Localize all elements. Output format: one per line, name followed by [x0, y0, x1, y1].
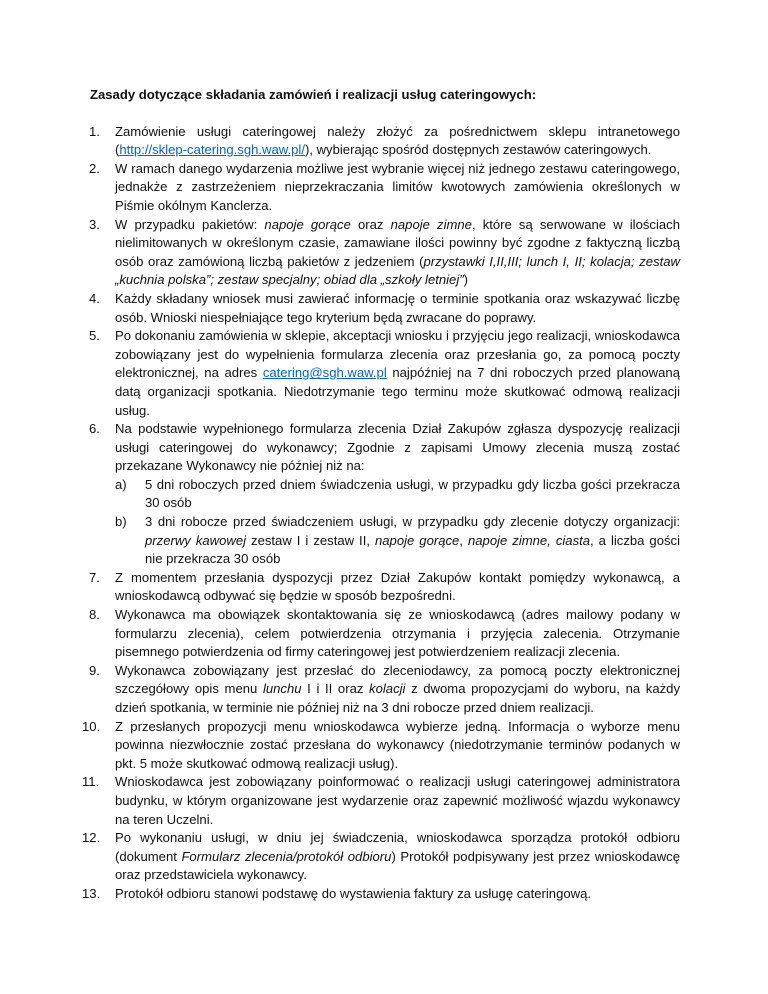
text-run: Wykonawca zobowiązany jest przesłać do zleceniodawcy, za pomocą poczty elektronicznej szczegółowy opis menu	[115, 662, 680, 697]
sub-item-text	[145, 477, 680, 511]
text-run: , a liczba gości nie przekracza 30 osób	[145, 532, 680, 567]
rule-number: 7.	[89, 569, 100, 585]
rule-item	[90, 160, 680, 216]
rule-item	[82, 885, 680, 904]
rule-text	[115, 124, 680, 158]
sub-item-text	[145, 514, 680, 566]
rule-number: 8.	[89, 607, 100, 623]
italic-text: napoje zimne, ciasta	[467, 532, 591, 548]
text-run: Z momentem przesłania dyspozycji przez Dział Zakupów kontakt pomiędzy wykonawcą, a wnioskodawcą odbywać się będzie w sposób bezpośredni.	[115, 569, 680, 604]
text-run: Na podstawie wypełnionego formularza zlecenia Dział Zakupów zgłasza dyspozycję realizacji usługi cateringowej do wykonawcy; Zgodnie z zapisami Umowy zlecenia muszą zostać przekazane Wykonawcy nie później niż na:	[115, 421, 680, 474]
text-run: Z przesłanych propozycji menu wnioskodawca wybierze jedną. Informacja o wyborze menu powinna niezwłocznie zostać przesłana do wykonawcy (niedotrzymanie terminów podanych w pkt. 5 może skutkować odmową realizacji usług).	[115, 718, 680, 771]
rule-text	[115, 421, 680, 473]
sub-item-letter: a)	[115, 476, 127, 492]
text-run: Wnioskodawca jest zobowiązany poinformować o realizacji usługi cateringowej administratora budynku, w którym organizowane jest wydarzenie oraz zapewnić możliwość wjazdu wykonawcy na teren Uczelni.	[115, 774, 680, 827]
rules-list	[82, 123, 681, 904]
rule-number: 13.	[82, 885, 101, 901]
text-run: 3 dni robocze przed świadczeniem usługi, w przypadku gdy zlecenie dotyczy organizacji:	[145, 514, 680, 530]
italic-text: Formularz zlecenia/protokół odbioru	[181, 848, 392, 864]
rule-text	[115, 774, 680, 826]
italic-text: lunchu	[262, 681, 302, 697]
rule-number: 2.	[89, 160, 100, 176]
hyperlink[interactable]: catering@sgh.waw.pl	[262, 365, 387, 381]
text-run: Po wykonaniu usługi, w dniu jej świadczenia, wnioskodawca sporządza protokół odbioru (dokument	[115, 830, 680, 864]
sub-item	[115, 476, 680, 513]
rule-number: 5.	[89, 328, 100, 344]
text-run: W ramach danego wydarzenia możliwe jest wybranie więcej niż jednego zestawu cateringowego, jednakże z zastrzeżeniem nieprzekraczania limitów kwotowych zamówienia określonych w Piśmie okólnym Kanclerza.	[115, 160, 680, 213]
rule-item	[82, 773, 680, 829]
rule-text	[115, 719, 680, 771]
text-run: z dwoma propozycjami do wyboru, na każdy dzień spotkania, w terminie nie później niż na 3 dni robocze przed dniem realizacji.	[115, 681, 681, 715]
text-run: zestaw I i zestaw II,	[246, 532, 375, 548]
rule-text	[115, 161, 680, 213]
text-run: I i II oraz	[301, 681, 370, 697]
rule-item	[82, 718, 680, 774]
text-run: Wykonawca ma obowiązek skontaktowania się ze wnioskodawcą (adres mailowy podany w formularzu zlecenia), celem potwierdzenia otrzymania i przyjęcia zalecenia. Otrzymanie pisemnego potwierdzenia od firmy cateringowej jest potwierdzeniem realizacji zlecenia.	[115, 607, 680, 660]
text-run: Zamówienie usługi cateringowej należy złożyć za pośrednictwem sklepu intranetowego (	[115, 123, 680, 158]
rule-text	[115, 886, 591, 901]
rule-text	[115, 291, 680, 325]
hyperlink[interactable]: http://sklep-catering.sgh.waw.pl/	[119, 142, 305, 158]
document-title: Zasady dotyczące składania zamówień i realizacji usług cateringowych:	[90, 87, 537, 102]
sub-item	[115, 513, 680, 569]
rule-number: 11.	[82, 774, 100, 790]
text-run: Po dokonaniu zamówienia w sklepie, akceptacji wniosku i przyjęciu jego realizacji, wnioskodawca zobowiązany jest do wypełnienia formularza zlecenia oraz przesłania go, za pomocą poczty elektronicznej, na adres	[115, 328, 680, 381]
rule-item	[90, 216, 680, 290]
italic-text: napoje gorące	[374, 532, 460, 548]
rule-text	[115, 570, 680, 604]
sub-item-letter: b)	[115, 514, 127, 530]
rule-item	[90, 327, 680, 420]
rule-item	[90, 290, 680, 327]
rule-item	[90, 123, 680, 160]
rule-text	[115, 328, 680, 417]
text-run: , które są serwowane w ilościach nielimitowanych w określonym czasie, zamawiane ilości powinny być zgodne z faktyczną liczbą osób oraz zamówioną liczbą pakietów z jedzeniem (	[115, 216, 680, 269]
rule-number: 6.	[89, 421, 100, 437]
text-run: )	[463, 272, 468, 288]
rule-number: 10.	[82, 718, 101, 734]
rule-text	[115, 663, 680, 715]
rule-item	[90, 606, 680, 662]
rule-text	[115, 830, 680, 882]
text-run: Protokół odbioru stanowi podstawę do wystawienia faktury za usługę cateringową.	[115, 885, 592, 901]
text-run: 5 dni roboczych przed dniem świadczenia usługi, w przypadku gdy liczba gości przekracza 30 osób	[145, 476, 680, 511]
italic-text: przystawki I,II,III; lunch I, II; kolacja; zestaw „kuchnia polska”; zestaw specjalny; obiad dla „szkoły letniej”	[115, 253, 680, 288]
italic-text: napoje zimne	[390, 216, 472, 232]
rule-item	[82, 829, 680, 885]
text-run: oraz	[350, 216, 391, 232]
rule-number: 1.	[89, 123, 100, 139]
rule-item	[90, 420, 680, 569]
italic-text: przerwy kawowej	[145, 532, 247, 548]
italic-text: kolacji	[369, 681, 406, 697]
text-run: ,	[459, 532, 468, 548]
text-run: W przypadku pakietów:	[115, 216, 265, 232]
text-run: Każdy składany wniosek musi zawierać informację o terminie spotkania oraz wskazywać liczbę osób. Wnioski niespełniające tego kryterium będą zwracane do poprawy.	[115, 290, 680, 325]
rule-number: 4.	[89, 290, 100, 306]
rule-text	[115, 607, 680, 659]
text-run: najpóźniej na 7 dni roboczych przed planowaną datą organizacji spotkania. Niedotrzymanie tego terminu może skutkować odmową realizacji usług.	[115, 365, 680, 418]
italic-text: napoje gorące	[264, 216, 351, 232]
rule-item	[90, 662, 680, 718]
rule-text	[115, 217, 680, 288]
sub-list	[115, 476, 680, 569]
rule-number: 12.	[82, 830, 101, 846]
text-run: ) Protokół podpisywany jest przez wnioskodawcę oraz przedstawiciela wykonawcy.	[115, 848, 680, 883]
rule-item	[90, 569, 680, 606]
rule-number: 9.	[89, 662, 100, 678]
text-run: ), wybierając spośród dostępnych zestawów cateringowych.	[304, 142, 652, 158]
rule-number: 3.	[89, 216, 100, 232]
